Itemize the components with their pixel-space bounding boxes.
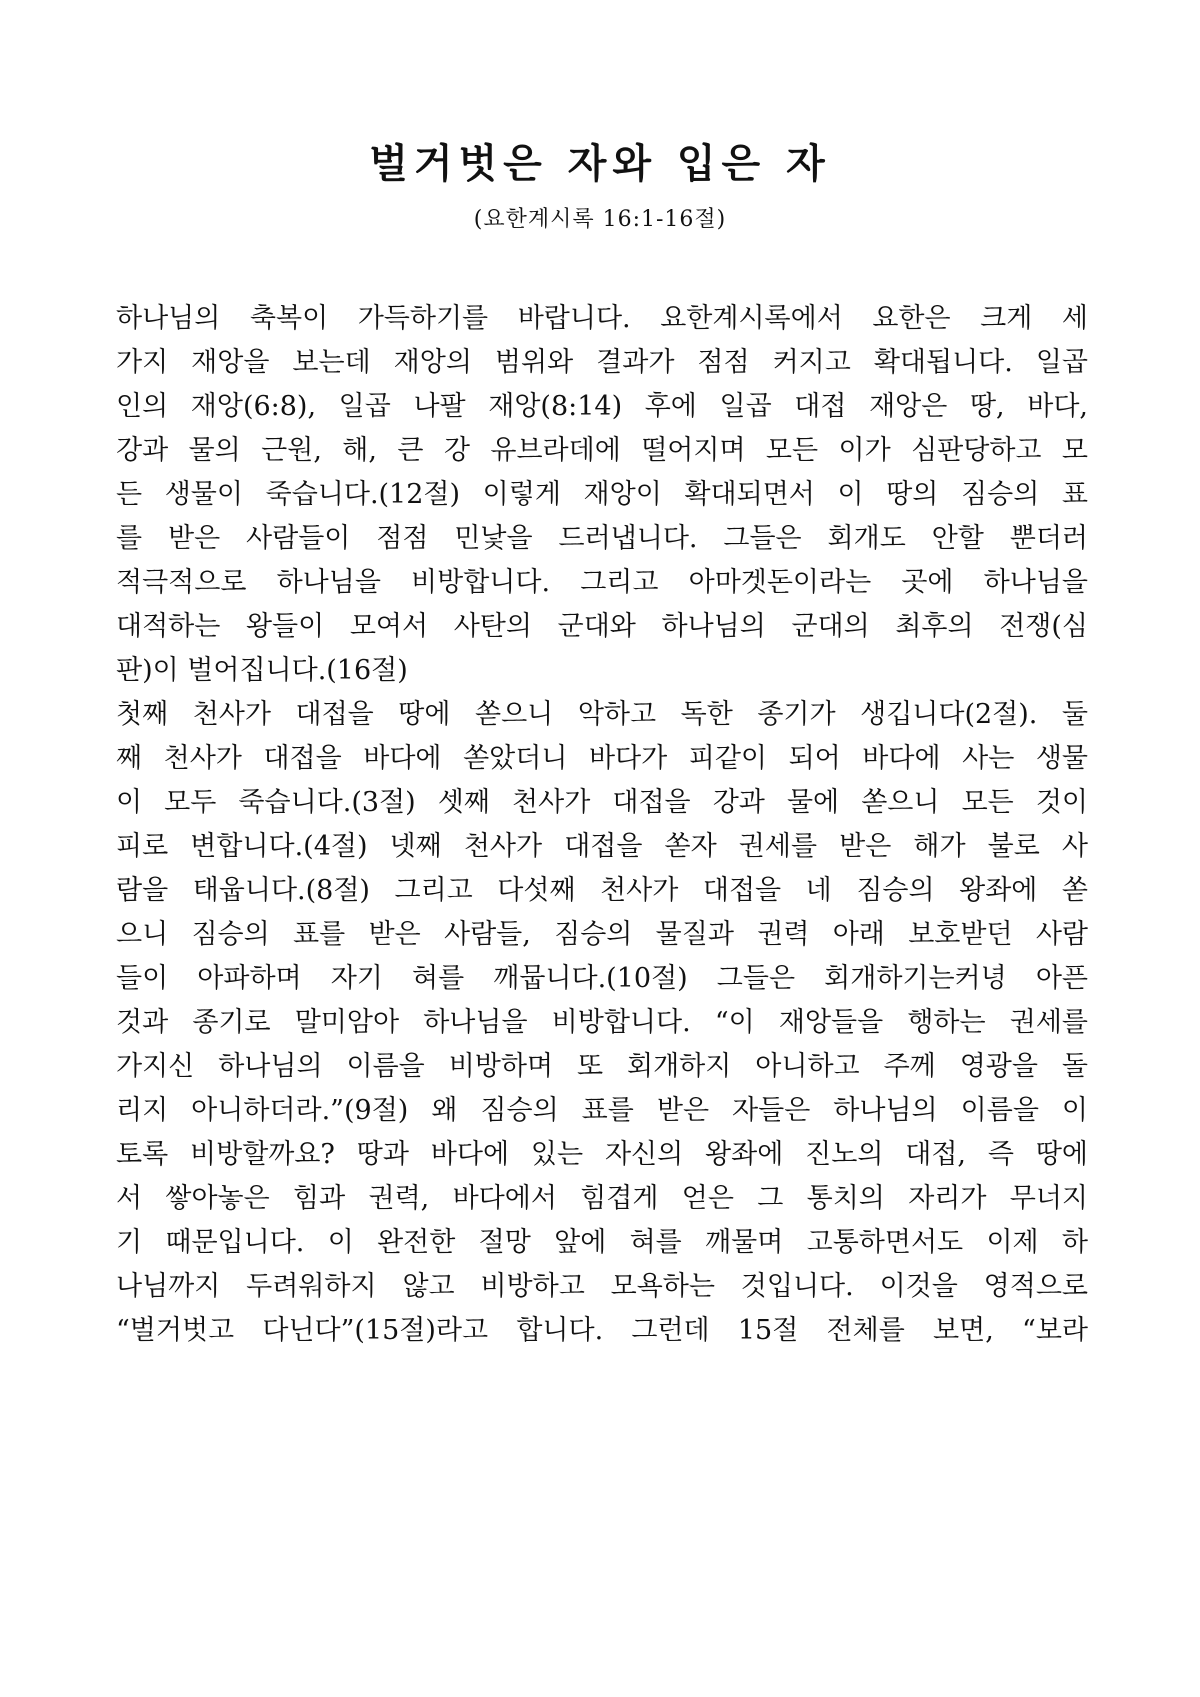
text-line: 토록 비방할까요? 땅과 바다에 있는 자신의 왕좌에 진노의 대접, 즉 땅에 bbox=[116, 1139, 1088, 1170]
page-title: 벌거벗은 자와 입은 자 bbox=[369, 140, 831, 187]
text-line: 피로 변합니다.(4절) 넷째 천사가 대접을 쏟자 권세를 받은 해가 불로 사 bbox=[116, 831, 1088, 862]
text-line: 나님까지 두려워하지 않고 비방하고 모욕하는 것입니다. 이것을 영적으로 bbox=[116, 1271, 1088, 1302]
text-line: 이 모두 죽습니다.(3절) 셋째 천사가 대접을 강과 물에 쏟으니 모든 것이 bbox=[116, 787, 1088, 818]
text-line: 리지 아니하더라.”(9절) 왜 짐승의 표를 받은 자들은 하나님의 이름을 이 bbox=[116, 1095, 1088, 1126]
text-line: 서 쌓아놓은 힘과 권력, 바다에서 힘겹게 얻은 그 통치의 자리가 무너지 bbox=[116, 1183, 1088, 1214]
text-line: 판)이 벌어집니다.(16절) bbox=[116, 655, 408, 686]
text-line: 째 천사가 대접을 바다에 쏟았더니 바다가 피같이 되어 바다에 사는 생물 bbox=[116, 743, 1088, 774]
text-line: 들이 아파하며 자기 혀를 깨뭅니다.(10절) 그들은 회개하기는커녕 아픈 bbox=[116, 963, 1088, 994]
body-text bbox=[116, 297, 1088, 1353]
text-line: 으니 짐승의 표를 받은 사람들, 짐승의 물질과 권력 아래 보호받던 사람 bbox=[116, 919, 1088, 950]
text-line: 가지신 하나님의 이름을 비방하며 또 회개하지 아니하고 주께 영광을 돌 bbox=[116, 1051, 1088, 1082]
text-line: 기 때문입니다. 이 완전한 절망 앞에 혀를 깨물며 고통하면서도 이제 하 bbox=[116, 1227, 1088, 1258]
text-line: “벌거벗고 다닌다”(15절)라고 합니다. 그런데 15절 전체를 보면, “보라 bbox=[116, 1315, 1088, 1346]
text-line: 람을 태웁니다.(8절) 그리고 다섯째 천사가 대접을 네 짐승의 왕좌에 쏟 bbox=[116, 875, 1088, 906]
text-line: 강과 물의 근원, 해, 큰 강 유브라데에 떨어지며 모든 이가 심판당하고 모 bbox=[116, 435, 1088, 466]
text-line: 첫째 천사가 대접을 땅에 쏟으니 악하고 독한 종기가 생깁니다(2절). 둘 bbox=[116, 699, 1088, 730]
text-line: 적극적으로 하나님을 비방합니다. 그리고 아마겟돈이라는 곳에 하나님을 bbox=[116, 567, 1088, 598]
scripture-reference: (요한계시록 16:1-16절) bbox=[473, 207, 727, 232]
text-line: 를 받은 사람들이 점점 민낯을 드러냅니다. 그들은 회개도 안할 뿐더러 bbox=[116, 523, 1088, 554]
text-line: 대적하는 왕들이 모여서 사탄의 군대와 하나님의 군대의 최후의 전쟁(심 bbox=[116, 611, 1088, 642]
text-line: 가지 재앙을 보는데 재앙의 범위와 결과가 점점 커지고 확대됩니다. 일곱 bbox=[116, 347, 1088, 378]
text-line: 든 생물이 죽습니다.(12절) 이렇게 재앙이 확대되면서 이 땅의 짐승의 표 bbox=[116, 479, 1088, 510]
text-line: 것과 종기로 말미암아 하나님을 비방합니다. “이 재앙들을 행하는 권세를 bbox=[116, 1007, 1088, 1038]
text-line: 인의 재앙(6:8), 일곱 나팔 재앙(8:14) 후에 일곱 대접 재앙은 땅, 바다, bbox=[116, 391, 1088, 422]
text-line: 하나님의 축복이 가득하기를 바랍니다. 요한계시록에서 요한은 크게 세 bbox=[116, 303, 1088, 334]
